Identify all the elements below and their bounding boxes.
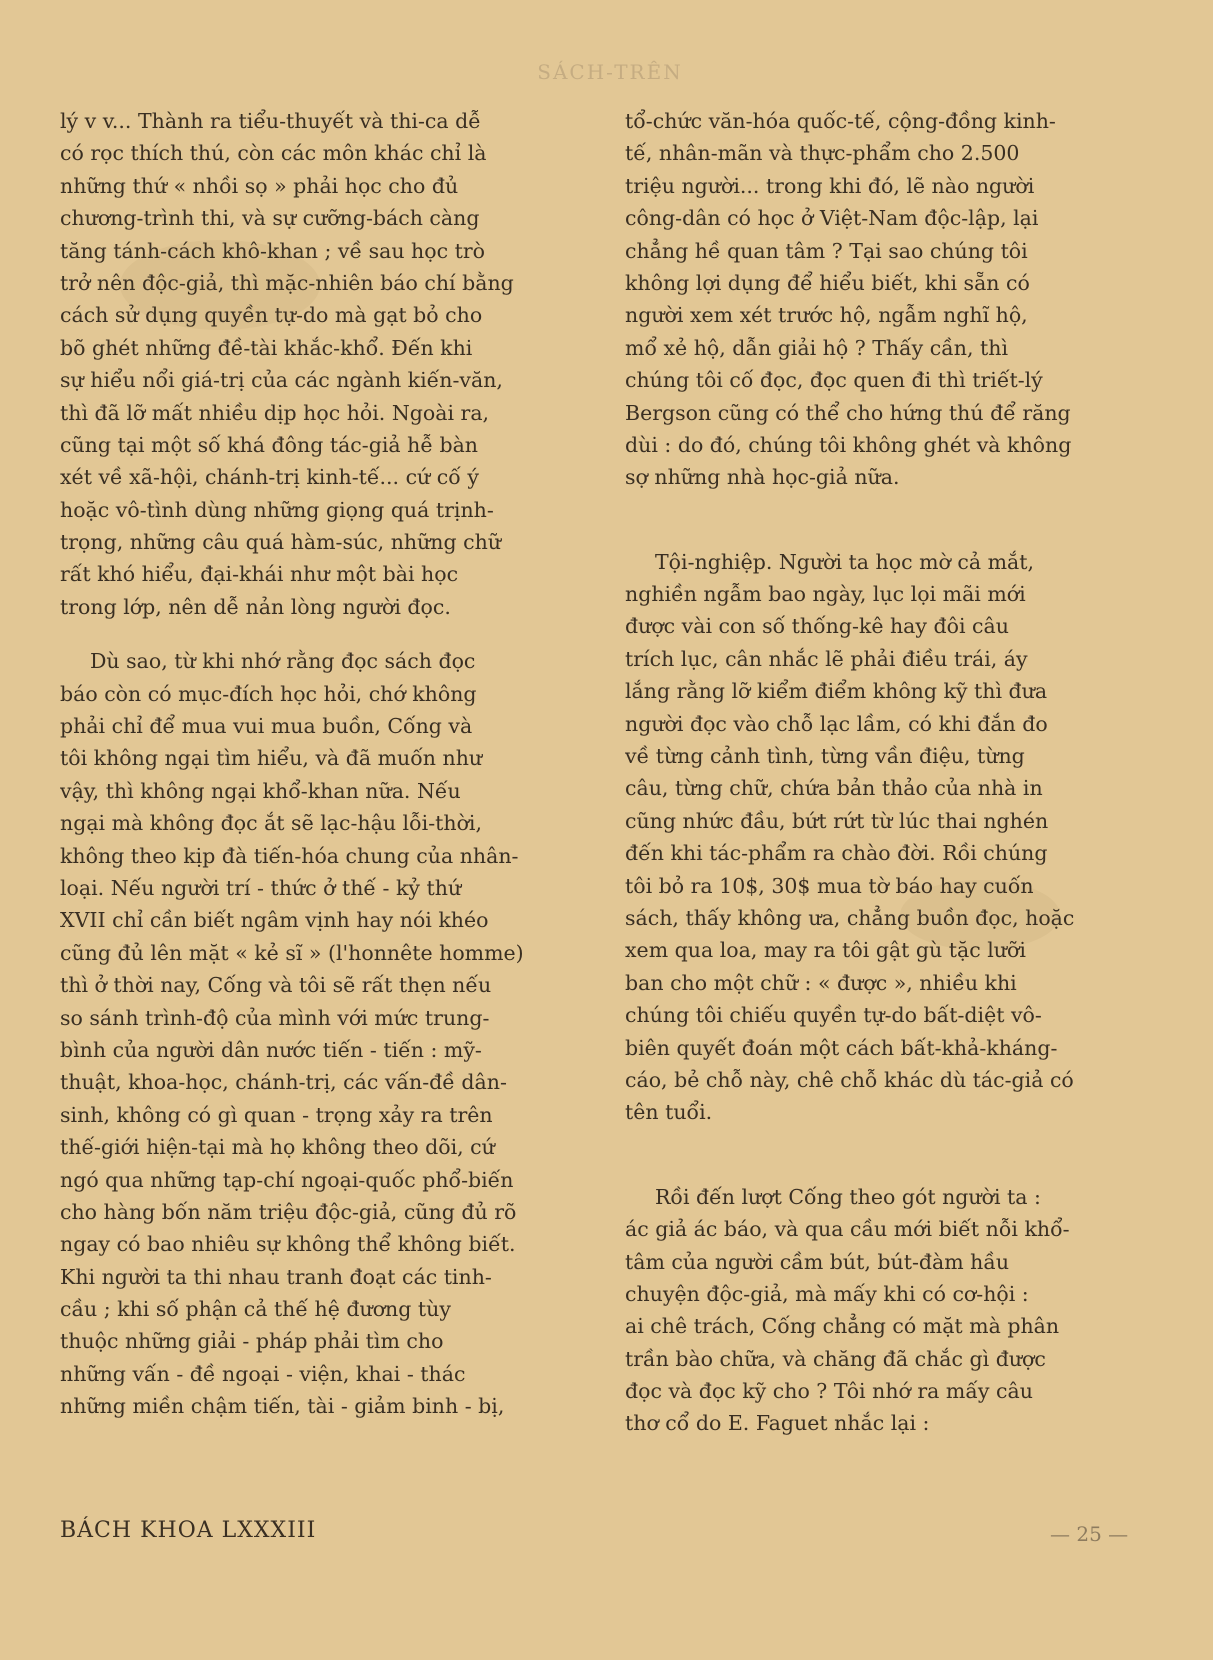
text-line: tế, nhân-mãn và thực-phẩm cho 2.500	[625, 141, 1020, 166]
text-line: so sánh trình-độ của mình với mức trung-	[60, 1005, 490, 1030]
text-line: thuộc những giải - pháp phải tìm cho	[60, 1329, 444, 1354]
text-line: cũng đủ lên mặt « kẻ sĩ » (l'honnête homme)	[60, 940, 524, 965]
text-line: chẳng hề quan tâm ? Tại sao chúng tôi	[625, 238, 1028, 263]
text-line: hoặc vô-tình dùng những giọng quá trịnh-	[60, 497, 494, 522]
text-line: thuật, khoa-học, chánh-trị, các vấn-đề dân-	[60, 1070, 507, 1095]
text-line: công-dân có học ở Việt-Nam độc-lập, lại	[625, 206, 1039, 231]
text-line: trong lớp, nên dễ nản lòng người đọc.	[60, 594, 451, 619]
text-line: sinh, không có gì quan - trọng xảy ra trên	[60, 1102, 493, 1127]
text-line: xem qua loa, may ra tôi gật gù tặc lưỡi	[625, 938, 1026, 963]
text-line: cũng tại một số khá đông tác-giả hễ bàn	[60, 432, 479, 457]
text-line: nghiền ngẫm bao ngày, lục lọi mãi mới	[625, 582, 1026, 607]
text-line: tôi bỏ ra 10$, 30$ mua tờ báo hay cuốn	[625, 873, 1034, 898]
text-line: những vấn - đề ngoại - viện, khai - thác	[60, 1361, 466, 1386]
text-line: trích lục, cân nhắc lẽ phải điều trái, áy	[625, 646, 1028, 671]
text-line: rất khó hiểu, đại-khái như một bài học	[60, 562, 459, 587]
text-line: tôi không ngại tìm hiểu, và đã muốn như	[60, 746, 483, 771]
text-line: sợ những nhà học-giả nữa.	[625, 465, 900, 490]
text-line: có rọc thích thú, còn các môn khác chỉ là	[60, 141, 487, 166]
text-line: Rồi đến lượt Cống theo gót người ta :	[655, 1184, 1041, 1209]
text-line: biên quyết đoán một cách bất-khả-kháng-	[625, 1035, 1058, 1060]
paragraph	[625, 105, 1175, 494]
left-column	[60, 105, 600, 1423]
text-line: triệu người... trong khi đó, lẽ nào người	[625, 173, 1035, 198]
text-line: chúng tôi cố đọc, đọc quen đi thì triết-lý	[625, 368, 1043, 393]
text-line: Bergson cũng có thể cho hứng thú để răng	[625, 400, 1071, 425]
text-line: vậy, thì không ngại khổ-khan nữa. Nếu	[60, 778, 461, 803]
page-number: — 25 —	[1050, 1522, 1129, 1546]
text-line: câu, từng chữ, chứa bản thảo của nhà in	[625, 776, 1043, 801]
journal-title: BÁCH KHOA LXXXIII	[60, 1518, 317, 1543]
paragraph	[60, 645, 600, 1422]
text-line: cách sử dụng quyền tự-do mà gạt bỏ cho	[60, 303, 483, 328]
text-line: ngại mà không đọc ắt sẽ lạc-hậu lỗi-thời,	[60, 811, 482, 836]
text-line: Dù sao, từ khi nhớ rằng đọc sách đọc	[90, 649, 476, 674]
text-line: những thứ « nhồi sọ » phải học cho đủ	[60, 173, 459, 198]
text-line: phải chỉ để mua vui mua buồn, Cống và	[60, 714, 473, 739]
paragraph-gap	[625, 494, 1175, 546]
paragraph-gap	[625, 1129, 1175, 1181]
text-line: thì ở thời nay, Cống và tôi sẽ rất thẹn nếu	[60, 973, 492, 998]
text-line: không theo kịp đà tiến-hóa chung của nhân-	[60, 843, 519, 868]
text-line: XVII chỉ cần biết ngâm vịnh hay nói khéo	[60, 908, 489, 933]
text-line: Khi người ta thi nhau tranh đoạt các tinh-	[60, 1264, 492, 1289]
text-line: báo còn có mục-đích học hỏi, chớ không	[60, 681, 477, 706]
text-line: xét về xã-hội, chánh-trị kinh-tế... cứ cố ý	[60, 465, 479, 490]
text-line: tên tuổi.	[625, 1100, 713, 1125]
text-line: đến khi tác-phẩm ra chào đời. Rồi chúng	[625, 841, 1048, 866]
text-line: được vài con số thống-kê hay đôi câu	[625, 614, 1009, 639]
text-line: ai chê trách, Cống chẳng có mặt mà phân	[625, 1314, 1060, 1339]
text-line: trọng, những câu quá hàm-súc, những chữ	[60, 530, 502, 555]
text-line: trở nên độc-giả, thì mặc-nhiên báo chí bằng	[60, 270, 514, 295]
text-line: loại. Nếu người trí - thức ở thế - kỷ thứ	[60, 875, 462, 900]
text-line: bình của người dân nước tiến - tiến : mỹ-	[60, 1037, 482, 1062]
text-line: chuyện độc-giả, mà mấy khi có cơ-hội :	[625, 1281, 1029, 1306]
text-line: thơ cổ do E. Faguet nhắc lại :	[625, 1411, 930, 1436]
text-line: chương-trình thi, và sự cưỡng-bách càng	[60, 206, 480, 231]
text-line: ngó qua những tạp-chí ngoại-quốc phổ-biến	[60, 1167, 514, 1192]
text-line: lắng rằng lỡ kiểm điểm không kỹ thì đưa	[625, 679, 1048, 704]
text-line: sự hiểu nổi giá-trị của các ngành kiến-văn,	[60, 368, 503, 393]
paragraph	[625, 546, 1175, 1129]
text-line: cáo, bẻ chỗ này, chê chỗ khác dù tác-giả có	[625, 1067, 1074, 1092]
text-line: thế-giới hiện-tại mà họ không theo dõi, cứ	[60, 1135, 495, 1160]
running-title: SÁCH-TRÊN	[537, 60, 683, 84]
text-line: về từng cảnh tình, từng vần điệu, từng	[625, 744, 1025, 769]
text-line: dùi : do đó, chúng tôi không ghét và không	[625, 432, 1072, 457]
text-line: tổ-chức văn-hóa quốc-tế, cộng-đồng kinh-	[625, 109, 1056, 133]
text-line: thì đã lỡ mất nhiều dịp học hỏi. Ngoài ra,	[60, 400, 490, 425]
text-line: chúng tôi chiếu quyền tự-do bất-diệt vô-	[625, 1003, 1042, 1028]
text-line: Tội-nghiệp. Người ta học mờ cả mắt,	[655, 549, 1034, 574]
text-line: sách, thấy không ưa, chẳng buồn đọc, hoặc	[625, 905, 1075, 930]
text-line: cho hàng bốn năm triệu độc-giả, cũng đủ rõ	[60, 1199, 517, 1224]
text-line: bõ ghét những đề-tài khắc-khổ. Đến khi	[60, 335, 473, 360]
text-line: cũng nhức đầu, bứt rứt từ lúc thai nghén	[625, 808, 1049, 833]
text-line: lý v v... Thành ra tiểu-thuyết và thi-ca dễ	[60, 109, 481, 133]
text-line: tâm của người cầm bút, bút-đàm hầu	[625, 1249, 1010, 1274]
text-line: không lợi dụng để hiểu biết, khi sẵn có	[625, 270, 1030, 295]
paragraph	[60, 105, 600, 623]
text-line: ban cho một chữ : « được », nhiều khi	[625, 970, 1017, 995]
text-line: những miền chậm tiến, tài - giảm binh - bị,	[60, 1394, 505, 1419]
text-line: người xem xét trước hộ, ngẫm nghĩ hộ,	[625, 303, 1028, 328]
text-line: người đọc vào chỗ lạc lầm, có khi đắn đo	[625, 711, 1048, 736]
paragraph-gap	[60, 623, 600, 645]
right-column	[625, 105, 1175, 1440]
text-line: mổ xẻ hộ, dẫn giải hộ ? Thấy cần, thì	[625, 335, 1009, 360]
text-line: cầu ; khi số phận cả thế hệ đương tùy	[60, 1297, 451, 1322]
text-line: đọc và đọc kỹ cho ? Tôi nhớ ra mấy câu	[625, 1379, 1033, 1404]
text-line: tăng tánh-cách khô-khan ; về sau học trò	[60, 238, 485, 263]
text-line: trần bào chữa, và chăng đã chắc gì được	[625, 1346, 1046, 1371]
text-line: ngay có bao nhiêu sự không thể không biết.	[60, 1232, 516, 1257]
paragraph	[625, 1181, 1175, 1440]
text-line: ác giả ác báo, và qua cầu mới biết nỗi khổ-	[625, 1217, 1070, 1242]
